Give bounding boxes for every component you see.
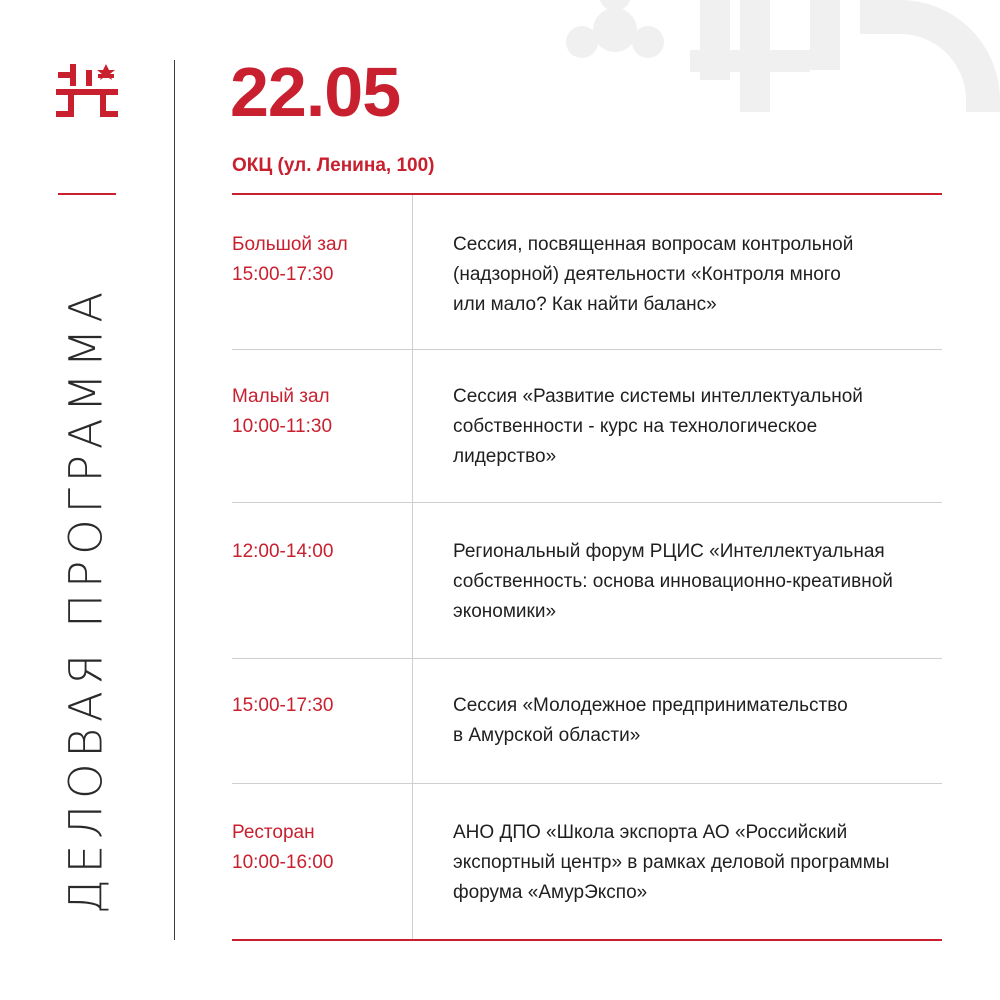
table-bottom-rule (232, 939, 942, 941)
hall-name: Ресторан (232, 822, 315, 843)
event-date: 22.05 (230, 53, 401, 131)
table-top-rule (232, 193, 942, 195)
session-description (453, 537, 943, 627)
description-line: АНО ДПО «Школа экспорта АО «Российский (453, 822, 848, 843)
description-line: (надзорной) деятельности «Контроля много (453, 264, 841, 285)
description-line: Сессия «Развитие системы интеллектуальной (453, 386, 863, 407)
session-description (453, 691, 943, 751)
time-range: 15:00-17:30 (232, 695, 334, 716)
session-description (453, 818, 943, 908)
row-divider (232, 783, 942, 784)
description-line: лидерство» (453, 446, 557, 467)
description-line: собственность: основа инновационно-креативной (453, 571, 893, 592)
schedule-when (232, 230, 402, 290)
row-divider (232, 349, 942, 350)
description-line: собственности - курс на технологическое (453, 416, 818, 437)
section-title: ДЕЛОВАЯ ПРОГРАММА (59, 285, 113, 915)
time-range: 12:00-14:00 (232, 541, 334, 562)
time-range: 10:00-11:30 (232, 416, 333, 437)
description-line: или мало? Как найти баланс» (453, 294, 717, 315)
description-line: экспортный центр» в рамках деловой программы (453, 852, 890, 873)
session-description (453, 230, 943, 320)
row-divider (232, 658, 942, 659)
forum-logo-icon (56, 62, 118, 118)
venue-label: ОКЦ (ул. Ленина, 100) (232, 155, 435, 176)
schedule-when (232, 818, 402, 878)
row-divider (232, 502, 942, 503)
schedule-when (232, 691, 402, 721)
sidebar-divider (174, 60, 175, 940)
description-line: Сессия «Молодежное предпринимательство (453, 695, 848, 716)
schedule-when (232, 382, 402, 442)
hall-name: Малый зал (232, 386, 330, 407)
schedule-when (232, 537, 402, 567)
description-line: Региональный форум РЦИС «Интеллектуальная (453, 541, 885, 562)
description-line: экономики» (453, 601, 557, 622)
description-line: форума «АмурЭкспо» (453, 882, 648, 903)
table-column-divider (412, 195, 413, 939)
time-range: 10:00-16:00 (232, 852, 334, 873)
description-line: Сессия, посвященная вопросам контрольной (453, 234, 854, 255)
time-range: 15:00-17:30 (232, 264, 334, 285)
hall-name: Большой зал (232, 234, 348, 255)
watermark-logo-icon (560, 0, 1000, 112)
session-description (453, 382, 943, 472)
sidebar-rule (58, 193, 116, 195)
description-line: в Амурской области» (453, 725, 641, 746)
